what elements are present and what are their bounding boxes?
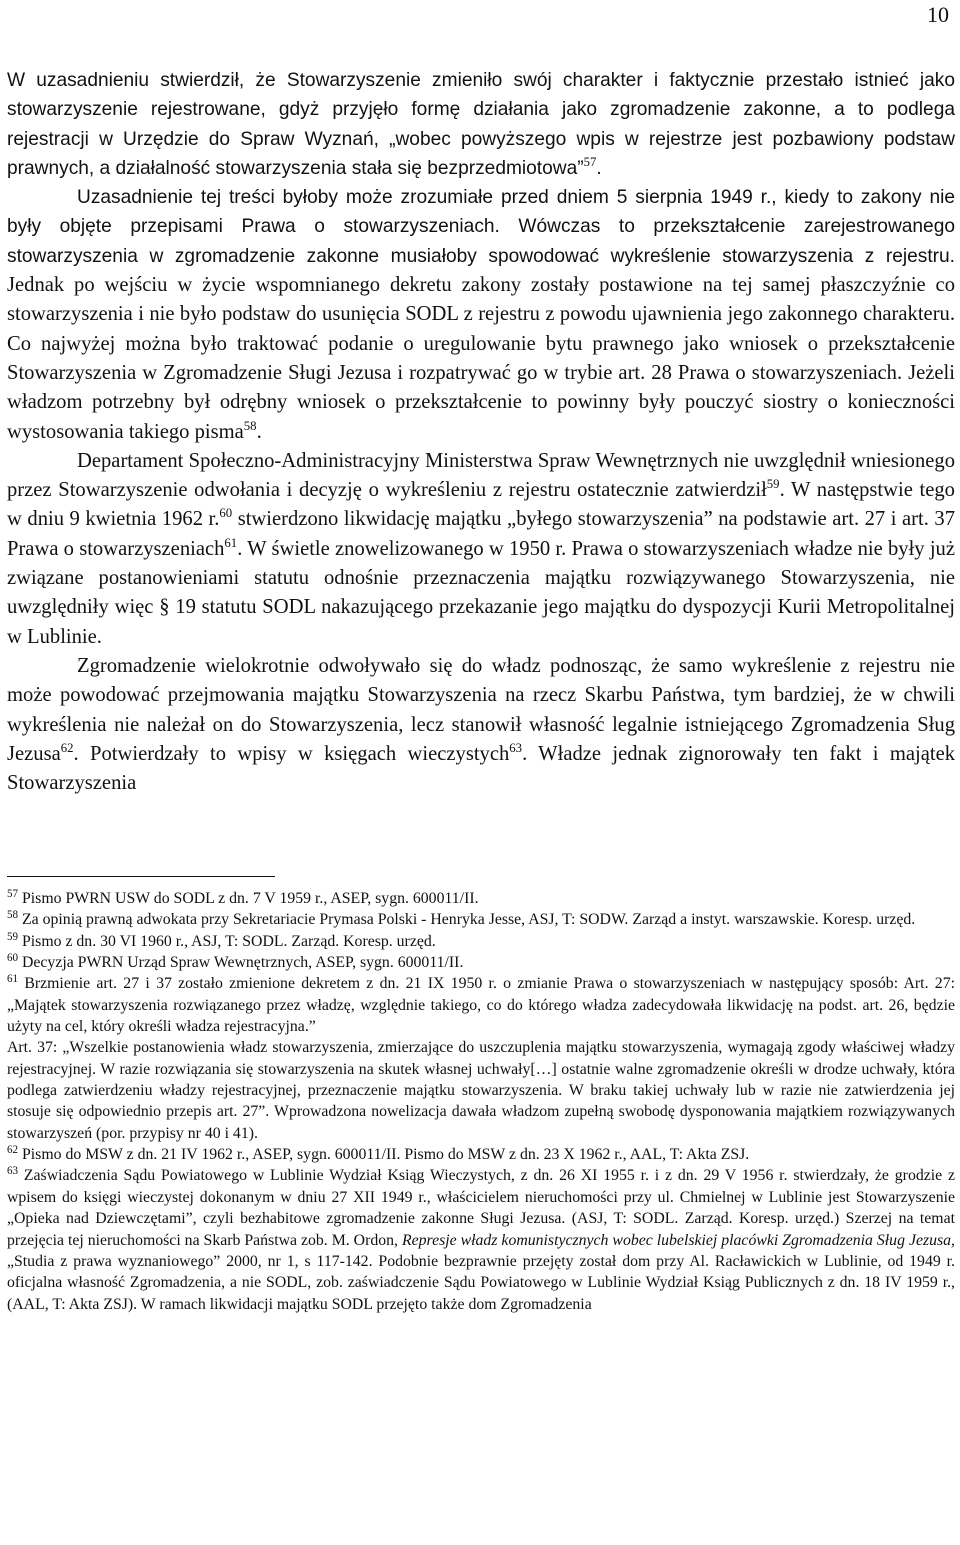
footnote-marker: 57 — [583, 154, 597, 169]
footnote — [7, 1144, 955, 1165]
footnote — [7, 952, 955, 973]
text-run: . W świetle znowelizowanego w 1950 r. Prawa o stowarzyszeniach władze nie były już związane postanowieniami statutu odnośnie przeznaczenia majątku rozwiązywanego Stowarzyszenia, nie uwzględniły więc § 19 statutu SODL nakazującego przekazanie jego majątku do dyspozycji Kurii Metropolitalnej w Lublinie. — [7, 537, 955, 648]
text-run: . W następstwie tego w dniu 9 kwietnia 1962 r. — [7, 479, 955, 531]
footnote-marker: 59 — [7, 930, 19, 943]
text-run: . — [596, 157, 602, 179]
paragraph — [7, 652, 955, 798]
text-run: Art. 37: „Wszelkie postanowienia władz stowarzyszenia, zmierzające do uszczuplenia majątku stowarzyszenia, wymagają zgody właściwej władzy rejestracyjnej. W razie rozwiązania się stowarzyszenia na skutek własnej uchwały[…] ostatnie walne zgromadzenie określi w drodze uchwały, która podlega zatwierdzeniu władzy rejestracyjnej, przeznaczenie majątku stowarzyszenia. W braku takiej uchwały lub w razie nie zatwierdzenia jej stosuje się odpowiednio przepis art. 27”. Wprowadzona nowelizacja dawała władzom zupełną swobodę dysponowania majątkiem rozwiązywanych stowarzyszeń (por. przypisy nr 40 i 41). — [7, 1039, 955, 1142]
main-text — [7, 66, 955, 798]
footnote — [7, 909, 955, 930]
text-run: Departament Społeczno-Administracyjny Ministerstwa Spraw Wewnętrznych nie uwzględnił wniesionego przez Stowarzyszenie odwołania i decyzję o wykreśleniu z rejestru ostatecznie zatwierdził — [7, 449, 955, 502]
footnote-marker: 57 — [7, 887, 19, 900]
text-run: Pismo do MSW z dn. 21 IV 1962 r., ASEP, sygn. 600011/II. Pismo do MSW z dn. 23 X 1962 r., AAL, T: Akta ZSJ. — [18, 1146, 750, 1164]
paragraph — [7, 183, 955, 447]
footnote-separator — [7, 876, 275, 877]
footnote-marker: 59 — [766, 477, 780, 492]
text-run: Uzasadnienie tej treści byłoby może zrozumiałe przed dniem 5 sierpnia 1949 r., kiedy to zakony nie były objęte przepisami Prawa o stowarzyszeniach. Wówczas to przekształcenie zarejestrowanego stowarzyszenia w zgromadzenie zakonne musiałoby spowodować wykreślenie stowarzyszenia z rejestru. — [7, 187, 955, 267]
italic-title: Represje władz komunistycznych wobec lubelskiej placówki Zgromadzenia Sług Jezusa, — [401, 1231, 956, 1249]
paragraph — [7, 447, 955, 652]
text-run: stwierdzono likwidację majątku „byłego stowarzyszenia” na podstawie art. 27 i art. 37 Prawa o stowarzyszeniach — [7, 508, 955, 560]
footnote-marker: 60 — [7, 951, 19, 964]
page-number: 10 — [927, 2, 949, 27]
footnote-marker: 62 — [60, 740, 74, 755]
footnote-marker: 58 — [7, 909, 19, 922]
footnote — [7, 973, 955, 1037]
text-run: Za opinią prawną adwokata przy Sekretariacie Prymasa Polski - Henryka Jesse, ASJ, T: SODW. Zarząd a instyt. warszawskie. Koresp. urzęd. — [18, 911, 916, 929]
footnote — [7, 1165, 955, 1314]
text-run: Pismo z dn. 30 VI 1960 r., ASJ, T: SODL. Zarząd. Koresp. urzęd. — [18, 932, 436, 950]
paragraph — [7, 66, 955, 183]
footnote-marker: 60 — [219, 506, 233, 521]
footnote — [7, 888, 955, 909]
footnote-marker: 61 — [224, 535, 238, 550]
text-run: . Władze jednak zignorowały ten fakt i majątek Stowarzyszenia — [7, 742, 956, 795]
footnote-marker: 63 — [509, 740, 523, 755]
footnote-marker: 61 — [7, 973, 19, 986]
footnote-marker: 58 — [243, 418, 257, 433]
text-run: Brzmienie art. 27 i 37 zostało zmienione dekretem z dn. 21 IX 1950 r. o zmianie Prawa o stowarzyszeniach w następujący sposób: Art. 27: „Majątek stowarzyszenia rozwiązanego przez władzę, względnie takiego, co do którego władza zadecydowała likwidację na podst. art. 26, będzie użyty na cel, który określi władza rejestracyjna.” — [7, 975, 955, 1036]
text-run: W uzasadnieniu stwierdził, że Stowarzyszenie zmieniło swój charakter i faktycznie przestało istnieć jako stowarzyszenie rejestrowane, gdyż przyjęło formę działania jako zgromadzenie zakonne, a to podlega rejestracji w Urzędzie do Spraw Wyznań, „wobec powyższego wpis w rejestrze jest pozbawiony podstaw prawnych, a działalność stowarzyszenia stała się bezprzedmiotowa” — [7, 70, 955, 179]
footnotes — [7, 888, 955, 1315]
text-run: Zaświadczenia Sądu Powiatowego w Lublinie Wydział Ksiąg Wieczystych, z dn. 26 XI 1955 r. i z dn. 29 V 1956 r. stwierdzały, że grodzie z wpisem do księgi wieczystej dokonanym w dniu 27 XII 1949 r., właścicielem nieruchomości przy ul. Chmielnej w Lublinie jest Stowarzyszenie „Opieka nad Dziewczętami”, czyli bezhabitowe zgromadzenie zakonne Sługi Jezusa. (ASJ, T: SODL. Zarząd. Koresp. urzęd.) Szerzej na temat przejęcia tej nieruchomości na Skarb Państwa zob. M. Ordon, — [7, 1167, 955, 1249]
footnote — [7, 1037, 955, 1144]
text-run: „Studia z prawa wyznaniowego” 2000, nr 1, s 117-142. Podobnie bezprawnie przejęty został dom przy Al. Racławickich w Lublinie, od 1949 r. oficjalna własność Zgromadzenia, a nie SODL, zob. zaświadczenie Sądu Powiatowego w Lublinie Wydział Ksiąg Publicznych z dn. 18 IV 1959 r., (AAL, T: Akta ZSJ). W ramach likwidacji majątku SODL przejęto także dom Zgromadzenia — [7, 1252, 955, 1313]
footnote-marker: 62 — [7, 1144, 19, 1157]
text-run: Pismo PWRN USW do SODL z dn. 7 V 1959 r., ASEP, sygn. 600011/II. — [18, 890, 479, 907]
document-page — [7, 0, 955, 1545]
text-run: . Potwierdzały to wpisy w księgach wieczystych — [73, 742, 510, 765]
text-run: Zgromadzenie wielokrotnie odwoływało się do władz podnosząc, że samo wykreślenie z rejestru nie może powodować przejmowania majątku Stowarzyszenia na rzecz Skarbu Państwa, tym bardziej, że w chwili wykreślenia nie należał on do Stowarzyszenia, lecz stanowił własność legalnie istniejącego Zgromadzenia Sług Jezusa — [7, 654, 955, 765]
text-run: . — [256, 420, 262, 443]
footnote-marker: 63 — [7, 1165, 19, 1178]
footnote — [7, 931, 955, 952]
text-run: Decyzja PWRN Urząd Spraw Wewnętrznych, ASEP, sygn. 600011/II. — [18, 954, 464, 972]
text-run: Jednak po wejściu w życie wspomnianego dekretu zakony zostały postawione na tej samej płaszczyźnie co stowarzyszenia i nie było podstaw do usunięcia SODL z rejestru z powodu ujawnienia jego zakonnego charakteru. Co najwyżej można było traktować podanie o uregulowanie bytu prawnego jako wniosek o przekształcenie Stowarzyszenia w Zgromadzenie Sługi Jezusa i rozpatrywać go w trybie art. 28 Prawa o stowarzyszeniach. Jeżeli władzom potrzebny był odrębny wniosek o przekształcenie to powinny były pouczyć siostry o konieczności wystosowania takiego pisma — [7, 274, 955, 443]
